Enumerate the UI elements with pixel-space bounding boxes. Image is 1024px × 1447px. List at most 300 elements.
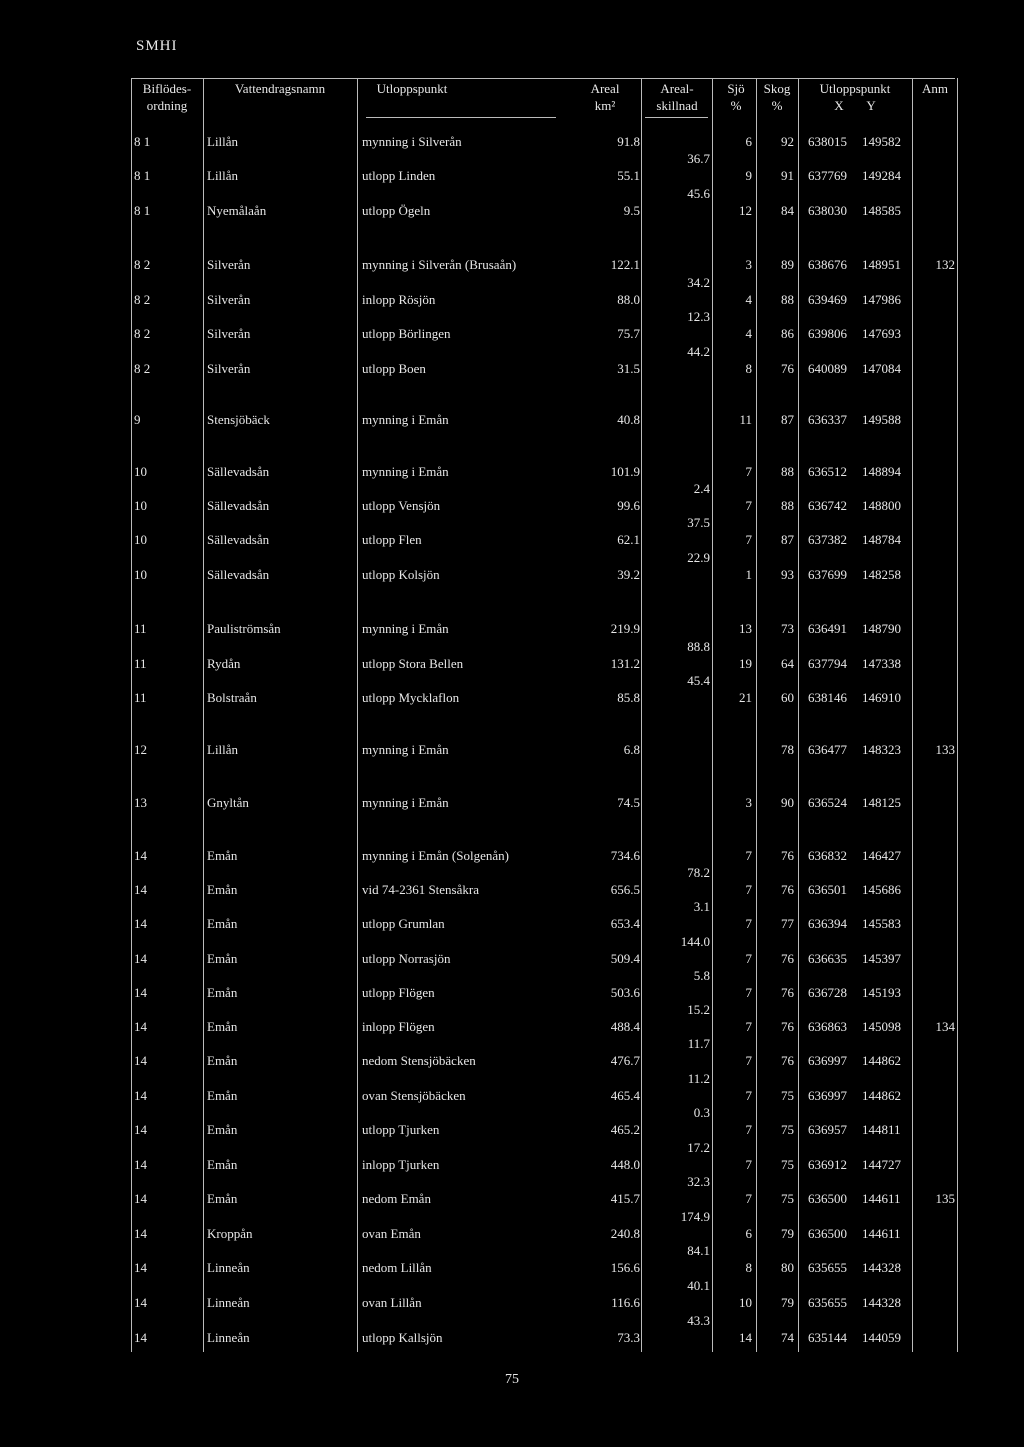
- cell-y: 148951: [862, 257, 901, 272]
- cell-area: 39.2: [617, 567, 640, 582]
- cell-skog: 88: [781, 498, 794, 513]
- cell-x: 636500: [808, 1191, 847, 1206]
- col-header-utp-line1: Utloppspunkt: [819, 81, 891, 96]
- column-rule-4: [712, 78, 713, 1352]
- cell-ord: 8 2: [134, 361, 151, 376]
- cell-sjo: 10: [739, 1295, 752, 1310]
- cell-y: 147338: [862, 656, 901, 671]
- cell-sjo: 14: [739, 1330, 752, 1345]
- cell-x: 636394: [808, 916, 847, 931]
- cell-point: mynning i Emån: [362, 464, 449, 479]
- cell-x: 638030: [808, 203, 847, 218]
- cell-area: 488.4: [610, 1019, 640, 1034]
- header-rule-3: [645, 117, 708, 118]
- cell-area-diff: 88.8: [687, 639, 710, 654]
- cell-skog: 87: [781, 412, 794, 427]
- cell-ord: 14: [134, 1019, 147, 1034]
- cell-skog: 76: [781, 848, 794, 863]
- cell-area-diff: 15.2: [687, 1002, 710, 1017]
- col-header-areal-line2: km²: [594, 98, 616, 113]
- cell-sjo: 7: [745, 916, 752, 931]
- col-header-bifl-line1: Biflödes-: [142, 81, 192, 96]
- col-header-bifl: [132, 80, 202, 114]
- cell-sjo: 6: [745, 1226, 752, 1241]
- cell-name: Emån: [207, 985, 238, 1000]
- cell-ord: 8 2: [134, 326, 151, 341]
- cell-skog: 75: [781, 1088, 794, 1103]
- cell-sjo: 7: [745, 848, 752, 863]
- cell-ord: 11: [134, 690, 147, 705]
- cell-skog: 88: [781, 464, 794, 479]
- cell-area-diff: 0.3: [693, 1105, 710, 1120]
- cell-x: 635655: [808, 1295, 847, 1310]
- cell-y: 144328: [862, 1260, 901, 1275]
- cell-ord: 14: [134, 848, 147, 863]
- cell-ord: 9: [134, 412, 141, 427]
- cell-anm: 134: [935, 1019, 955, 1034]
- cell-name: Linneån: [207, 1330, 250, 1345]
- cell-x: 637699: [808, 567, 847, 582]
- cell-sjo: 7: [745, 1019, 752, 1034]
- cell-x: 636997: [808, 1088, 847, 1103]
- cell-area: 131.2: [610, 656, 640, 671]
- cell-point: inlopp Tjurken: [362, 1157, 440, 1172]
- cell-sjo: 13: [739, 621, 752, 636]
- cell-ord: 14: [134, 951, 147, 966]
- cell-name: Bolstraån: [207, 690, 257, 705]
- cell-point: utlopp Kallsjön: [362, 1330, 443, 1345]
- cell-area: 656.5: [610, 882, 640, 897]
- cell-point: nedom Lillån: [362, 1260, 432, 1275]
- col-header-arealsk-line2: skillnad: [656, 98, 698, 113]
- cell-sjo: 11: [739, 412, 752, 427]
- cell-y: 147986: [862, 292, 901, 307]
- cell-y: 148585: [862, 203, 901, 218]
- cell-y: 144862: [862, 1053, 901, 1068]
- cell-sjo: 4: [745, 326, 752, 341]
- cell-x: 636742: [808, 498, 847, 513]
- cell-sjo: 7: [745, 1088, 752, 1103]
- col-header-arealskillnad: [645, 80, 709, 114]
- cell-x: 636997: [808, 1053, 847, 1068]
- cell-area: 415.7: [610, 1191, 640, 1206]
- column-rule-6: [798, 78, 799, 1352]
- cell-y: 148323: [862, 742, 901, 757]
- cell-skog: 84: [781, 203, 794, 218]
- cell-name: Pauliströmsån: [207, 621, 281, 636]
- cell-point: utlopp Börlingen: [362, 326, 451, 341]
- cell-name: Silverån: [207, 361, 251, 376]
- cell-ord: 8 1: [134, 203, 151, 218]
- cell-area: 73.3: [617, 1330, 640, 1345]
- cell-area-diff: 37.5: [687, 515, 710, 530]
- cell-point: mynning i Silverån (Brusaån): [362, 257, 517, 272]
- cell-skog: 91: [781, 168, 794, 183]
- cell-name: Gnyltån: [207, 795, 249, 810]
- cell-skog: 86: [781, 326, 794, 341]
- cell-y: 145098: [862, 1019, 901, 1034]
- col-header-utloppspunkt: [800, 80, 910, 114]
- cell-sjo: 7: [745, 1122, 752, 1137]
- cell-area: 116.6: [611, 1295, 640, 1310]
- cell-name: Emån: [207, 848, 238, 863]
- col-header-sjo-line1: Sjö: [727, 81, 745, 96]
- cell-y: 149284: [862, 168, 901, 183]
- cell-point: utlopp Mycklaflon: [362, 690, 460, 705]
- cell-area-diff: 34.2: [687, 275, 710, 290]
- cell-skog: 75: [781, 1157, 794, 1172]
- cell-skog: 89: [781, 257, 794, 272]
- cell-sjo: 7: [745, 1053, 752, 1068]
- cell-sjo: 12: [739, 203, 752, 218]
- cell-area: 6.8: [623, 742, 640, 757]
- cell-area-diff: 22.9: [687, 550, 710, 565]
- cell-area: 55.1: [617, 168, 640, 183]
- cell-area-diff: 78.2: [687, 865, 710, 880]
- cell-ord: 14: [134, 985, 147, 1000]
- cell-area: 465.2: [610, 1122, 640, 1137]
- cell-name: Silverån: [207, 292, 251, 307]
- cell-x: 635655: [808, 1260, 847, 1275]
- cell-area: 448.0: [610, 1157, 640, 1172]
- col-header-sjo: [716, 80, 756, 114]
- cell-anm: 133: [935, 742, 955, 757]
- cell-area: 88.0: [617, 292, 640, 307]
- cell-area: 99.6: [617, 498, 640, 513]
- col-header-x: X: [834, 98, 844, 113]
- cell-ord: 14: [134, 1260, 147, 1275]
- cell-name: Lillån: [207, 742, 239, 757]
- col-header-utp-xy: [800, 97, 910, 114]
- cell-x: 636477: [808, 742, 847, 757]
- cell-name: Silverån: [207, 257, 251, 272]
- cell-name: Linneån: [207, 1260, 250, 1275]
- cell-area: 85.8: [617, 690, 640, 705]
- col-header-skog-line1: Skog: [763, 81, 791, 96]
- cell-area-diff: 84.1: [687, 1243, 710, 1258]
- col-header-bifl-line2: ordning: [146, 98, 188, 113]
- cell-sjo: 7: [745, 985, 752, 1000]
- cell-skog: 73: [781, 621, 794, 636]
- cell-y: 144059: [862, 1330, 901, 1345]
- header-rule-2: [366, 117, 556, 118]
- cell-y: 145397: [862, 951, 901, 966]
- cell-area: 75.7: [617, 326, 640, 341]
- cell-y: 145193: [862, 985, 901, 1000]
- cell-area: 503.6: [610, 985, 640, 1000]
- cell-sjo: 6: [745, 134, 752, 149]
- cell-ord: 14: [134, 1226, 147, 1241]
- cell-y: 145686: [862, 882, 901, 897]
- cell-skog: 76: [781, 951, 794, 966]
- cell-skog: 92: [781, 134, 794, 149]
- col-header-anm: Anm: [922, 81, 948, 96]
- cell-ord: 10: [134, 532, 147, 547]
- cell-area: 62.1: [617, 532, 640, 547]
- cell-x: 636832: [808, 848, 847, 863]
- cell-area: 653.4: [610, 916, 640, 931]
- col-header-areal: [575, 80, 635, 114]
- cell-name: Stensjöbäck: [207, 412, 270, 427]
- cell-sjo: 1: [745, 567, 752, 582]
- cell-anm: 132: [935, 257, 955, 272]
- cell-sjo: 7: [745, 498, 752, 513]
- cell-ord: 14: [134, 1088, 147, 1103]
- cell-y: 147693: [862, 326, 901, 341]
- cell-area: 9.5: [623, 203, 640, 218]
- cell-area-diff: 174.9: [680, 1209, 710, 1224]
- column-rule-8: [957, 78, 958, 1352]
- cell-skog: 87: [781, 532, 794, 547]
- col-header-y: Y: [866, 98, 876, 113]
- cell-name: Emån: [207, 1053, 238, 1068]
- col-header-vattendrag: Vattendragsnamn: [234, 81, 326, 96]
- cell-x: 636524: [808, 795, 847, 810]
- cell-name: Sällevadsån: [207, 498, 270, 513]
- col-header-skog: [756, 80, 798, 114]
- cell-skog: 79: [781, 1226, 794, 1241]
- cell-ord: 14: [134, 916, 147, 931]
- cell-area: 465.4: [610, 1088, 640, 1103]
- cell-skog: 79: [781, 1295, 794, 1310]
- cell-skog: 64: [781, 656, 794, 671]
- cell-x: 639806: [808, 326, 847, 341]
- cell-skog: 76: [781, 882, 794, 897]
- cell-name: Silverån: [207, 326, 251, 341]
- cell-y: 149582: [862, 134, 901, 149]
- cell-sjo: 21: [739, 690, 752, 705]
- cell-skog: 76: [781, 985, 794, 1000]
- cell-area-diff: 2.4: [693, 481, 710, 496]
- cell-area-diff: 5.8: [693, 968, 710, 983]
- cell-point: utlopp Stora Bellen: [362, 656, 464, 671]
- cell-sjo: 7: [745, 532, 752, 547]
- cell-y: 144727: [862, 1157, 901, 1172]
- cell-name: Kroppån: [207, 1226, 253, 1241]
- cell-area-diff: 17.2: [687, 1140, 710, 1155]
- cell-name: Emån: [207, 951, 238, 966]
- cell-skog: 78: [781, 742, 794, 757]
- cell-ord: 14: [134, 1330, 147, 1345]
- cell-sjo: 7: [745, 951, 752, 966]
- cell-sjo: 8: [745, 361, 752, 376]
- cell-sjo: 3: [745, 795, 752, 810]
- column-rule-2: [357, 78, 358, 1352]
- cell-skog: 90: [781, 795, 794, 810]
- cell-ord: 14: [134, 1157, 147, 1172]
- column-rule-7: [912, 78, 913, 1352]
- cell-x: 635144: [808, 1330, 847, 1345]
- cell-sjo: 8: [745, 1260, 752, 1275]
- cell-point: utlopp Kolsjön: [362, 567, 440, 582]
- cell-x: 637769: [808, 168, 847, 183]
- cell-point: mynning i Emån (Solgenån): [362, 848, 509, 863]
- cell-point: ovan Lillån: [362, 1295, 422, 1310]
- cell-x: 636501: [808, 882, 847, 897]
- cell-ord: 8 1: [134, 168, 151, 183]
- cell-skog: 75: [781, 1191, 794, 1206]
- cell-x: 637382: [808, 532, 847, 547]
- cell-name: Lillån: [207, 134, 239, 149]
- cell-point: ovan Stensjöbäcken: [362, 1088, 466, 1103]
- cell-y: 144811: [862, 1122, 901, 1137]
- cell-name: Nyemålaån: [207, 203, 267, 218]
- cell-ord: 10: [134, 464, 147, 479]
- cell-area-diff: 40.1: [687, 1278, 710, 1293]
- cell-skog: 75: [781, 1122, 794, 1137]
- cell-area-diff: 12.3: [687, 309, 710, 324]
- cell-ord: 14: [134, 882, 147, 897]
- cell-skog: 80: [781, 1260, 794, 1275]
- cell-x: 636863: [808, 1019, 847, 1034]
- cell-sjo: 7: [745, 882, 752, 897]
- cell-area-diff: 32.3: [687, 1174, 710, 1189]
- cell-ord: 10: [134, 498, 147, 513]
- cell-ord: 14: [134, 1191, 147, 1206]
- cell-y: 149588: [862, 412, 901, 427]
- cell-name: Emån: [207, 1122, 238, 1137]
- cell-x: 636512: [808, 464, 847, 479]
- cell-skog: 74: [781, 1330, 794, 1345]
- cell-y: 144328: [862, 1295, 901, 1310]
- cell-name: Rydån: [207, 656, 241, 671]
- cell-area-diff: 45.4: [687, 673, 710, 688]
- page-number: 75: [505, 1372, 519, 1387]
- cell-point: utlopp Boen: [362, 361, 426, 376]
- cell-y: 146427: [862, 848, 901, 863]
- cell-x: 636337: [808, 412, 847, 427]
- cell-area: 156.6: [610, 1260, 640, 1275]
- cell-y: 144611: [862, 1226, 901, 1241]
- cell-x: 636635: [808, 951, 847, 966]
- cell-y: 144611: [862, 1191, 901, 1206]
- cell-ord: 11: [134, 621, 147, 636]
- cell-sjo: 7: [745, 1157, 752, 1172]
- cell-name: Sällevadsån: [207, 464, 270, 479]
- cell-ord: 14: [134, 1295, 147, 1310]
- cell-point: utlopp Flen: [362, 532, 422, 547]
- cell-point: mynning i Emån: [362, 621, 449, 636]
- cell-point: utlopp Norrasjön: [362, 951, 451, 966]
- cell-sjo: 7: [745, 464, 752, 479]
- cell-area: 101.9: [610, 464, 640, 479]
- cell-point: inlopp Rösjön: [362, 292, 436, 307]
- cell-ord: 8 2: [134, 292, 151, 307]
- cell-skog: 76: [781, 1019, 794, 1034]
- cell-skog: 76: [781, 1053, 794, 1068]
- cell-ord: 8 1: [134, 134, 151, 149]
- cell-point: nedom Emån: [362, 1191, 431, 1206]
- col-header-areal-line1: Areal: [590, 81, 620, 96]
- cell-x: 638146: [808, 690, 847, 705]
- cell-area: 40.8: [617, 412, 640, 427]
- cell-skog: 60: [781, 690, 794, 705]
- column-rule-3: [641, 78, 642, 1352]
- cell-y: 145583: [862, 916, 901, 931]
- cell-area: 219.9: [610, 621, 640, 636]
- cell-name: Emån: [207, 1157, 238, 1172]
- cell-ord: 14: [134, 1053, 147, 1068]
- cell-sjo: 19: [739, 656, 752, 671]
- cell-y: 148800: [862, 498, 901, 513]
- col-header-arealsk-line1: Areal-: [660, 81, 694, 96]
- cell-ord: 11: [134, 656, 147, 671]
- cell-x: 639469: [808, 292, 847, 307]
- cell-skog: 93: [781, 567, 794, 582]
- cell-area-diff: 45.6: [687, 186, 710, 201]
- cell-area: 509.4: [610, 951, 640, 966]
- cell-point: utlopp Vensjön: [362, 498, 441, 513]
- cell-name: Emån: [207, 1019, 238, 1034]
- col-header-skog-line2: %: [771, 98, 783, 113]
- cell-name: Emån: [207, 916, 238, 931]
- cell-area: 91.8: [617, 134, 640, 149]
- cell-x: 636957: [808, 1122, 847, 1137]
- cell-name: Emån: [207, 1088, 238, 1103]
- cell-area: 31.5: [617, 361, 640, 376]
- cell-point: mynning i Emån: [362, 795, 449, 810]
- cell-ord: 13: [134, 795, 147, 810]
- cell-name: Emån: [207, 1191, 238, 1206]
- cell-x: 636500: [808, 1226, 847, 1241]
- header-rule-1: [366, 78, 560, 79]
- cell-x: 636912: [808, 1157, 847, 1172]
- cell-sjo: 7: [745, 1191, 752, 1206]
- cell-point: inlopp Flögen: [362, 1019, 435, 1034]
- cell-point: utlopp Ögeln: [362, 203, 431, 218]
- cell-area: 734.6: [610, 848, 640, 863]
- cell-skog: 76: [781, 361, 794, 376]
- cell-point: utlopp Linden: [362, 168, 436, 183]
- cell-point: mynning i Silverån: [362, 134, 462, 149]
- cell-sjo: 3: [745, 257, 752, 272]
- cell-ord: 8 2: [134, 257, 151, 272]
- cell-x: 640089: [808, 361, 847, 376]
- col-header-sjo-line2: %: [730, 98, 742, 113]
- cell-x: 636491: [808, 621, 847, 636]
- cell-x: 637794: [808, 656, 847, 671]
- cell-point: utlopp Grumlan: [362, 916, 445, 931]
- cell-point: nedom Stensjöbäcken: [362, 1053, 476, 1068]
- cell-x: 638015: [808, 134, 847, 149]
- cell-skog: 77: [781, 916, 794, 931]
- cell-y: 148790: [862, 621, 901, 636]
- cell-area-diff: 144.0: [680, 934, 710, 949]
- cell-area: 74.5: [617, 795, 640, 810]
- cell-area-diff: 11.7: [687, 1036, 710, 1051]
- cell-y: 147084: [862, 361, 901, 376]
- cell-point: mynning i Emån: [362, 742, 449, 757]
- cell-area: 122.1: [610, 257, 640, 272]
- cell-ord: 12: [134, 742, 147, 757]
- cell-point: mynning i Emån: [362, 412, 449, 427]
- cell-area-diff: 11.2: [687, 1071, 710, 1086]
- cell-point: ovan Emån: [362, 1226, 421, 1241]
- cell-x: 638676: [808, 257, 847, 272]
- cell-name: Linneån: [207, 1295, 250, 1310]
- cell-name: Sällevadsån: [207, 567, 270, 582]
- org-label: SMHI: [136, 38, 178, 54]
- cell-sjo: 4: [745, 292, 752, 307]
- col-header-utlopp: Utloppspunkt: [376, 81, 448, 96]
- cell-ord: 14: [134, 1122, 147, 1137]
- cell-y: 148125: [862, 795, 901, 810]
- cell-x: 636728: [808, 985, 847, 1000]
- cell-area: 240.8: [610, 1226, 640, 1241]
- cell-ord: 10: [134, 567, 147, 582]
- column-rule-1: [203, 78, 204, 1352]
- cell-point: vid 74-2361 Stensåkra: [362, 882, 479, 897]
